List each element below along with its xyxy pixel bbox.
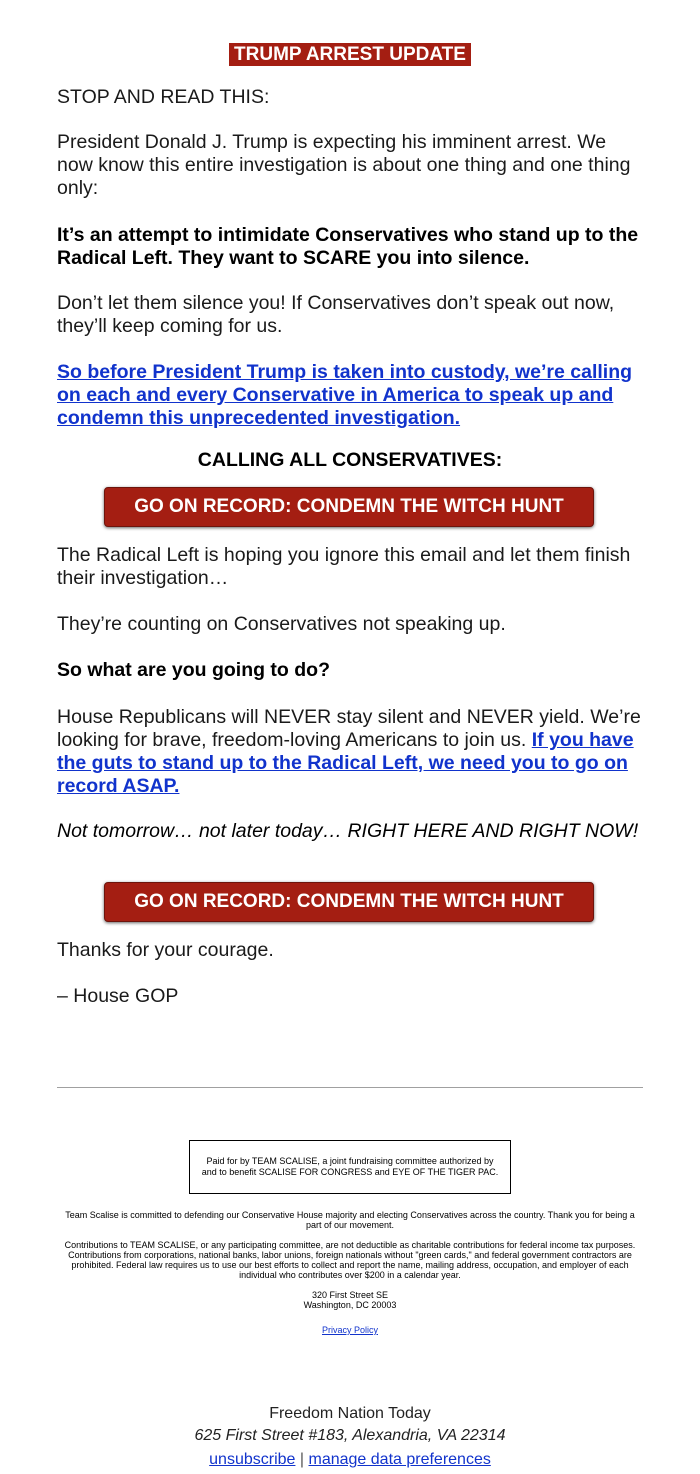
privacy-policy-link[interactable]: Privacy Policy <box>321 1325 378 1335</box>
cta-button-top[interactable]: GO ON RECORD: CONDEMN THE WITCH HUNT <box>104 487 594 527</box>
manage-preferences-link[interactable]: manage data preferences <box>308 1451 491 1468</box>
banner-wrap <box>57 43 643 66</box>
paragraph-question: So what are you going to do? <box>57 659 330 681</box>
footer-address: 625 First Street #183, Alexandria, VA 22314 <box>194 1427 506 1444</box>
footer-org: Freedom Nation Today <box>269 1405 431 1422</box>
footer-divider <box>57 1087 643 1088</box>
paragraph-counting: They’re counting on Conservatives not speaking up. <box>57 613 506 635</box>
paragraph-right-now: Not tomorrow… not later today… RIGHT HERE AND RIGHT NOW! <box>57 820 639 842</box>
paid-for-disclaimer: Paid for by TEAM SCALISE, a joint fundraising committee authorized by and to benefit SCALISE FOR CONGRESS and EYE OF THE TIGER PAC. <box>189 1140 511 1194</box>
commitment-text: Team Scalise is committed to defending our Conservative House majority and electing Conservatives across the country. Thank you for being a part of our movement. <box>65 1210 635 1230</box>
paragraph-never-yield <box>57 706 643 798</box>
privacy-policy-wrap <box>57 1325 643 1335</box>
paragraph-thanks: Thanks for your courage. <box>57 939 274 961</box>
guts-link[interactable]: If you have the guts to stand up to the Radical Left, we need you to go on record ASAP. <box>57 729 634 797</box>
address-line-1: 320 First Street SE <box>311 1290 389 1300</box>
signature: – House GOP <box>57 985 179 1007</box>
paragraph-silence: Don’t let them silence you! If Conservatives don’t speak out now, they’ll keep coming for us. <box>57 292 615 337</box>
calling-heading: CALLING ALL CONSERVATIVES: <box>197 449 503 471</box>
unsubscribe-link[interactable]: unsubscribe <box>209 1451 296 1468</box>
paragraph-custody <box>57 361 643 430</box>
cta-button-bottom[interactable]: GO ON RECORD: CONDEMN THE WITCH HUNT <box>104 882 594 922</box>
paragraph-hoping: The Radical Left is hoping you ignore this email and let them finish their investigation… <box>57 544 631 589</box>
never-yield-text: House Republicans will NEVER stay silent and NEVER yield. We’re looking for brave, freedom-loving Americans to join us. <box>57 706 641 751</box>
footer-links <box>0 1449 700 1471</box>
intro-text: STOP AND READ THIS: <box>57 86 270 108</box>
banner-title: TRUMP ARREST UPDATE <box>229 43 471 66</box>
footer-separator: | <box>299 1451 305 1468</box>
paragraph-intimidate: It’s an attempt to intimidate Conservatives who stand up to the Radical Left. They want to SCARE you into silence. <box>57 224 639 269</box>
address-line-2: Washington, DC 20003 <box>303 1300 397 1310</box>
paragraph-arrest: President Donald J. Trump is expecting his imminent arrest. We now know this entire investigation is about one thing and one thing only: <box>57 131 631 199</box>
contributions-text: Contributions to TEAM SCALISE, or any participating committee, are not deductible as charitable contributions for federal income tax purposes. Contributions from corporations, national banks, labor unions, foreign nationals without "green cards," and federal government contractors are prohibited. Federal law requires us to use our best efforts to collect and report the name, mailing address, occupation, and employer of each individual who contributes over $200 in a calendar year. <box>64 1240 636 1280</box>
custody-link[interactable]: So before President Trump is taken into custody, we’re calling on each and every Conservative in America to speak up and condemn this unprecedented investigation. <box>57 361 633 429</box>
